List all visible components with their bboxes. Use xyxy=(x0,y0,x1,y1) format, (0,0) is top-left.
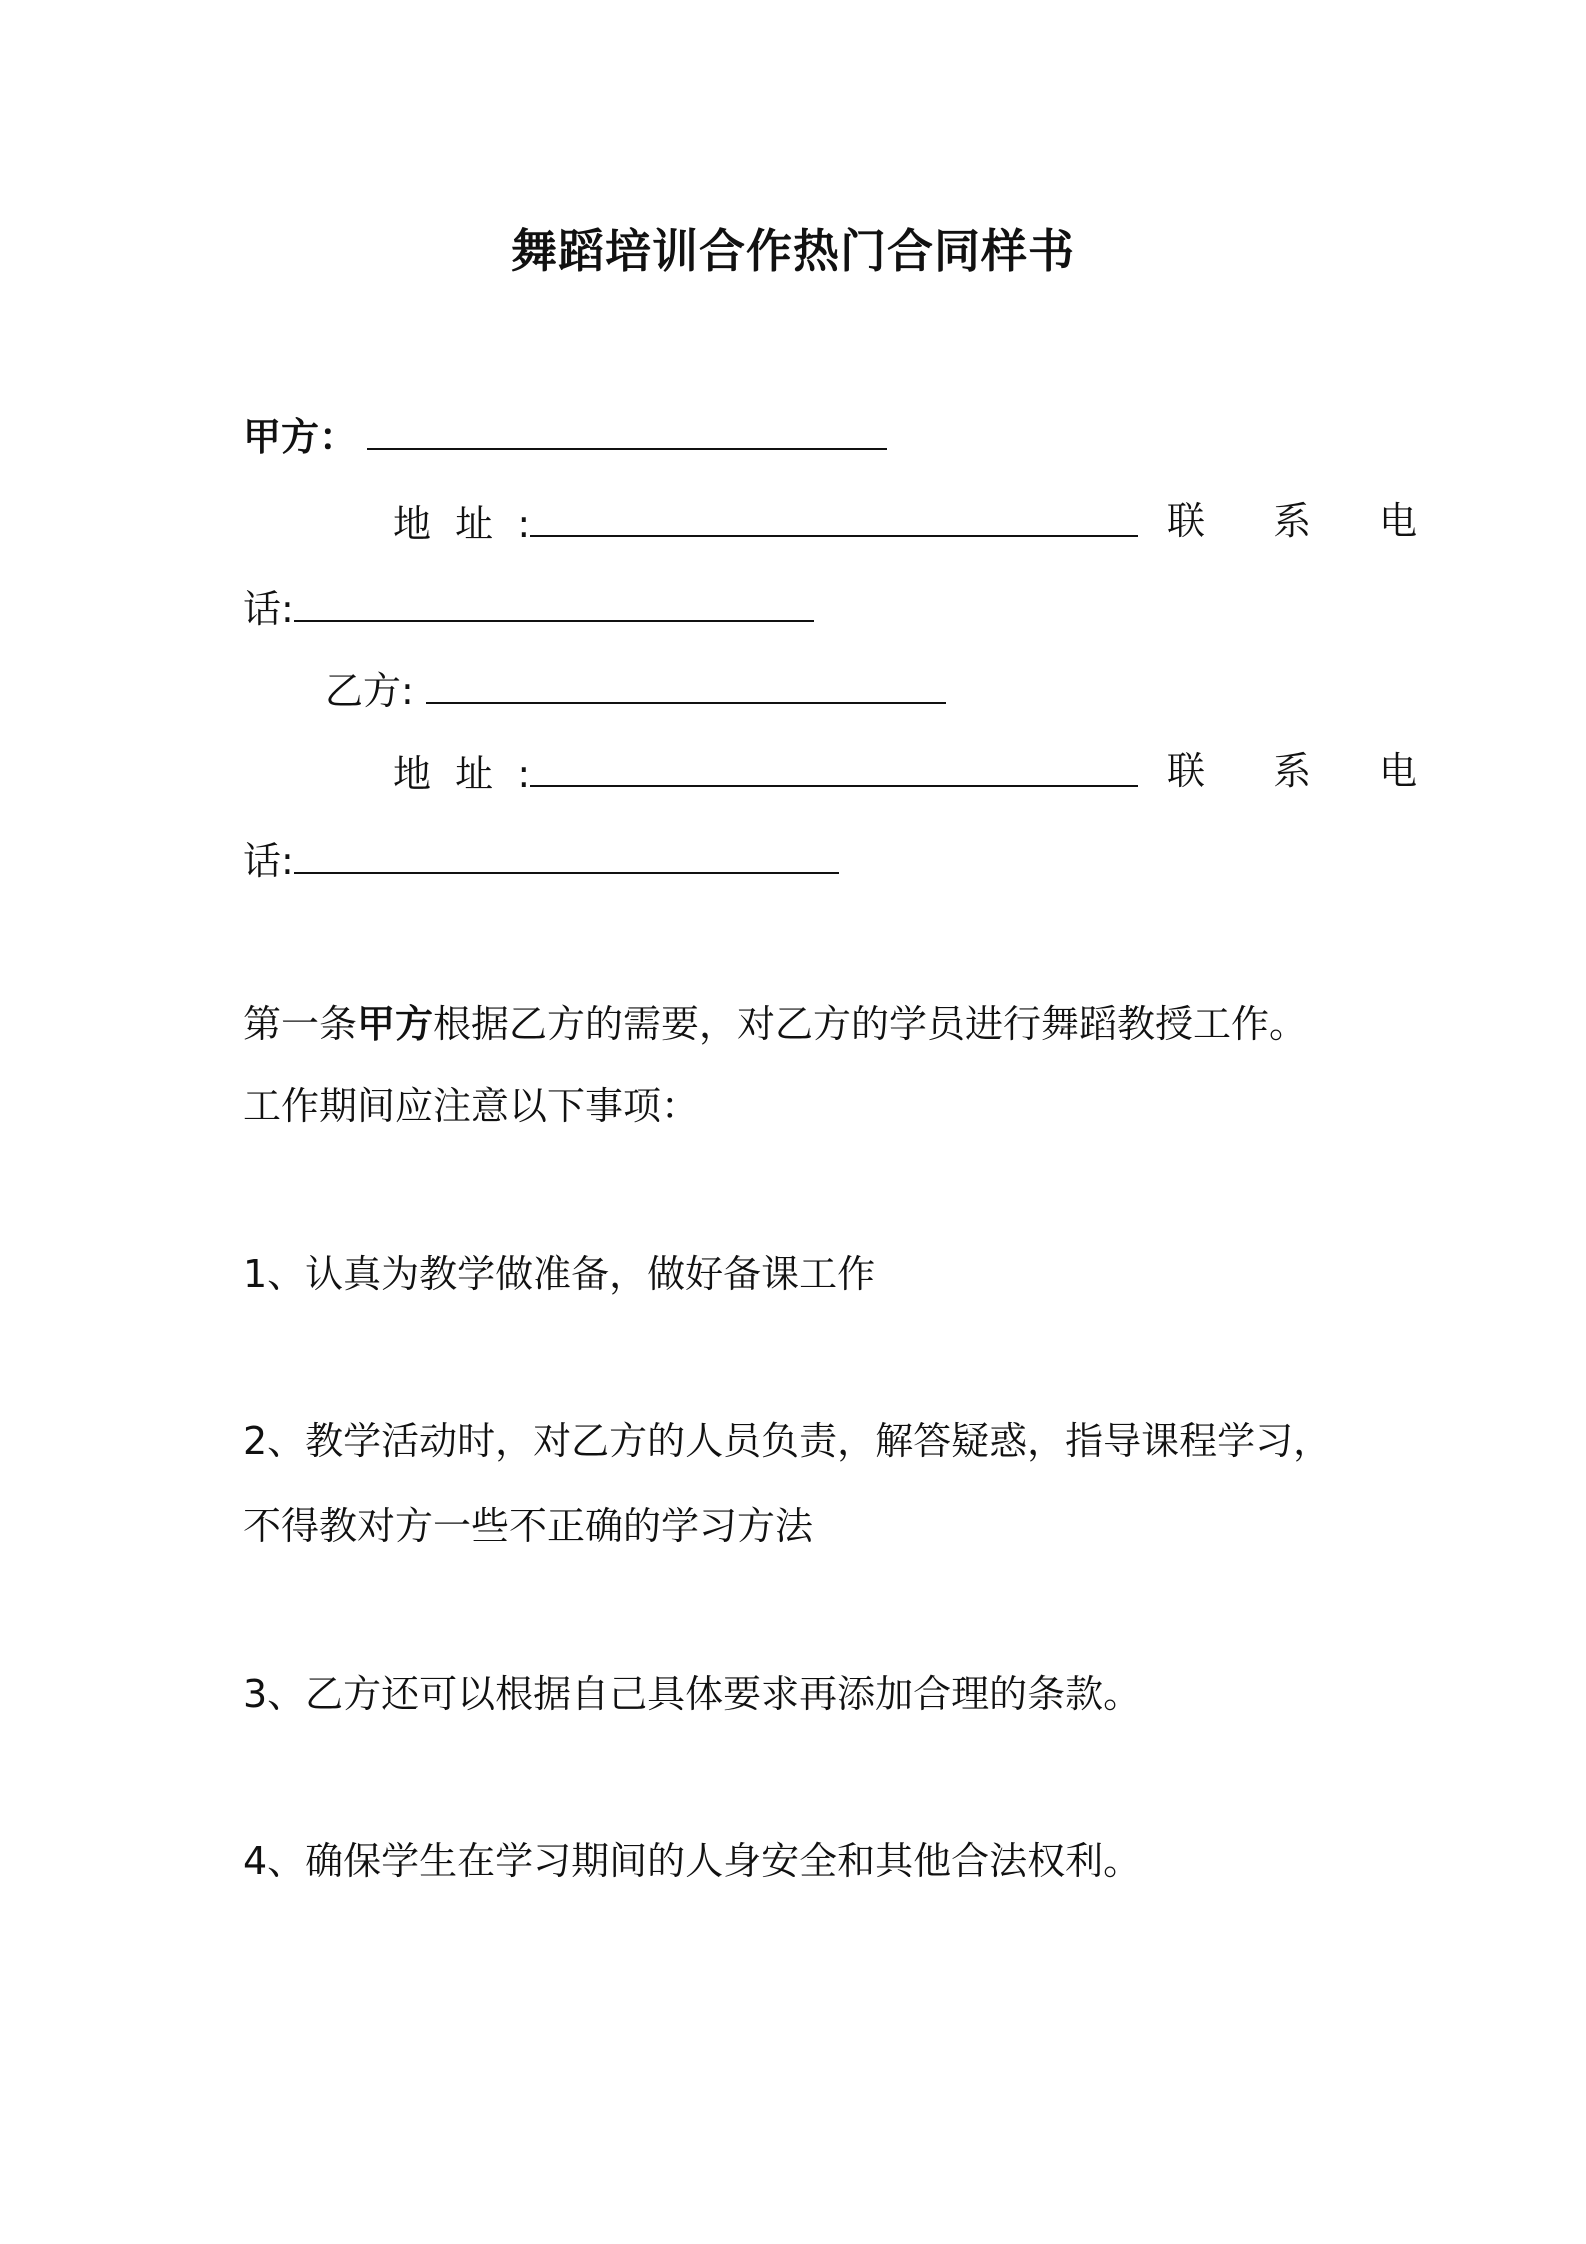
party-b-address-label: 地 址 : xyxy=(393,752,531,796)
party-b-phone-label-part2: 话: xyxy=(243,839,294,883)
party-b-phone-label-part1: 联 系 电 xyxy=(1167,749,1446,793)
list-item-2-line2: 不得教对方一些不正确的学习方法 xyxy=(243,1504,814,1548)
party-b-label: 乙方: xyxy=(325,669,414,713)
list-item-4: 4、确保学生在学习期间的人身安全和其他合法权利。 xyxy=(243,1839,1142,1883)
party-b-address-line xyxy=(393,745,1138,800)
party-a-blank xyxy=(367,408,887,450)
party-a-address-blank xyxy=(530,495,1138,537)
article1-prefix: 第一条 xyxy=(243,1002,358,1046)
party-a-phone-line xyxy=(243,580,814,635)
party-b-phone-blank xyxy=(294,832,839,874)
party-a-line xyxy=(243,408,887,463)
article1-text: 根据乙方的需要，对乙方的学员进行舞蹈教授工作。 xyxy=(433,1002,1308,1046)
party-a-address-line xyxy=(393,495,1138,550)
party-b-address-blank xyxy=(530,745,1138,787)
list-item-2-line1: 2、教学活动时，对乙方的人员负责，解答疑惑，指导课程学习， xyxy=(243,1419,1332,1463)
article1-line1 xyxy=(243,998,1307,1050)
party-b-blank xyxy=(426,662,946,704)
party-a-phone-label-part2: 话: xyxy=(243,587,294,631)
party-a-address-label: 地 址 : xyxy=(393,502,531,546)
list-item-3: 3、乙方还可以根据自己具体要求再添加合理的条款。 xyxy=(243,1672,1142,1716)
party-a-phone-label-part1: 联 系 电 xyxy=(1167,499,1446,543)
party-b-line xyxy=(325,662,946,717)
party-b-phone-line xyxy=(243,832,839,887)
party-a-phone-blank xyxy=(294,580,814,622)
document-title: 舞蹈培训合作热门合同样书 xyxy=(511,224,1075,278)
article1-line2: 工作期间应注意以下事项： xyxy=(243,1084,700,1128)
party-a-label: 甲方： xyxy=(243,415,358,459)
article1-bold-part: 甲方 xyxy=(357,1002,434,1046)
list-item-1: 1、认真为教学做准备，做好备课工作 xyxy=(243,1252,876,1296)
